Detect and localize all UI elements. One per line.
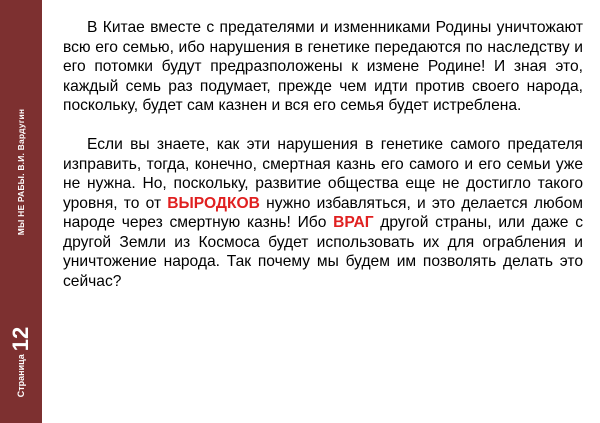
main-text	[63, 18, 583, 291]
paragraph-2-text-3: другой страны, или даже с другой Земли из Космоса будет использовать их для ограбления и уничтожение народа. Так почему мы будем им позволять делать это сейчас?	[63, 214, 583, 290]
highlight-vrag: ВРАГ	[333, 214, 374, 231]
page-number: 12	[8, 326, 33, 352]
paragraph-2-text-1: Если вы знаете, как эти нарушения в генетике самого предателя изправить, тогда, конечно, смертная казнь его самого и его семьи уже не нужна. Но, поскольку, развитие общества еще не достигло такого уровня, то от	[63, 136, 583, 212]
page-indicator	[8, 327, 34, 398]
book-title: МЫ НЕ РАБЫ. В.И. Вардугин	[16, 108, 26, 236]
paragraph-2-text-2: нужно избавляться, и это делается любом народе через смертную казнь! Ибо	[63, 194, 583, 231]
paragraph-1: В Китае вместе с предателями и изменниками Родины уничтожают всю его семью, ибо нарушения в генетике передаются по наследству и его потомки будут предразположены к измене Родине! И зная это, каждый семь раз подумает, прежде чем идти против своего народа, поскольку, будет сам казнен и вся его семья будет истреблена.	[63, 19, 583, 114]
page-label: Страница	[16, 354, 26, 398]
sidebar	[0, 0, 42, 423]
highlight-vyrodkov: ВЫРОДКОВ	[167, 194, 260, 212]
paragraph-2	[63, 135, 583, 291]
